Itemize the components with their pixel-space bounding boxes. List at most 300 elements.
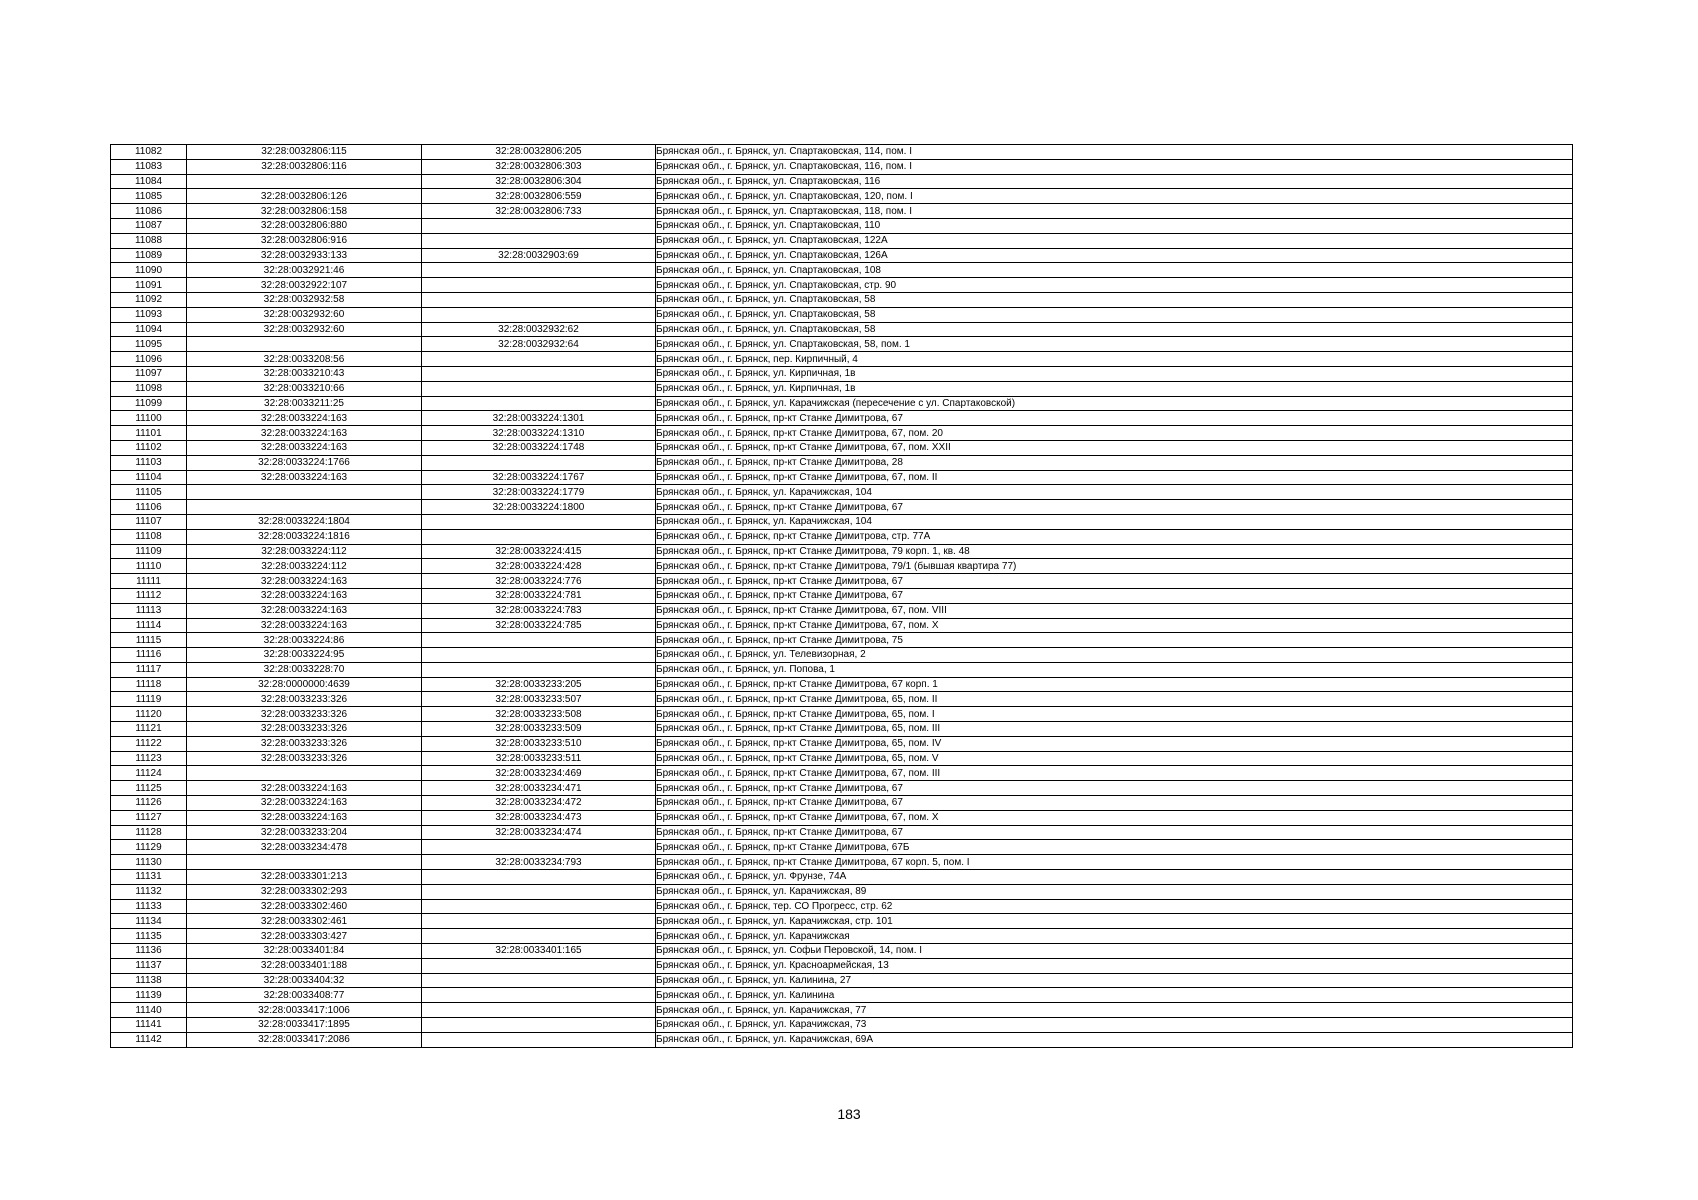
cadastral-number-cell: 32:28:0032806:126 [187,189,422,204]
address-cell: Брянская обл., г. Брянск, ул. Спартаковская, 118, пом. I [656,204,1573,219]
cadastral-number-cell: 32:28:0032806:916 [187,233,422,248]
row-number-cell: 11138 [111,973,187,988]
table-row [111,766,1573,781]
cadastral-number-cell: 32:28:0033417:2086 [187,1032,422,1047]
row-number-cell: 11088 [111,233,187,248]
cadastral-number-cell: 32:28:0033302:461 [187,914,422,929]
cadastral-number-cell: 32:28:0032806:158 [187,204,422,219]
table-row [111,559,1573,574]
object-cadastral-number-cell: 32:28:0033224:1748 [422,440,656,455]
address-cell: Брянская обл., г. Брянск, пр-кт Станке Димитрова, 67, пом. VIII [656,603,1573,618]
table-row [111,618,1573,633]
row-number-cell: 11128 [111,825,187,840]
object-cadastral-number-cell: 32:28:0032932:64 [422,337,656,352]
object-cadastral-number-cell [422,381,656,396]
address-cell: Брянская обл., г. Брянск, пр-кт Станке Димитрова, 65, пом. IV [656,736,1573,751]
table-row [111,751,1573,766]
row-number-cell: 11117 [111,662,187,677]
address-cell: Брянская обл., г. Брянск, ул. Калинина, 27 [656,973,1573,988]
address-cell: Брянская обл., г. Брянск, ул. Спартаковская, 58 [656,307,1573,322]
object-cadastral-number-cell [422,218,656,233]
cadastral-number-cell: 32:28:0033233:326 [187,736,422,751]
object-cadastral-number-cell [422,662,656,677]
cadastral-number-cell: 32:28:0032806:116 [187,159,422,174]
object-cadastral-number-cell [422,884,656,899]
row-number-cell: 11125 [111,781,187,796]
cadastral-number-cell: 32:28:0033233:326 [187,692,422,707]
object-cadastral-number-cell [422,352,656,367]
object-cadastral-number-cell: 32:28:0033233:507 [422,692,656,707]
table-body [111,145,1573,1048]
row-number-cell: 11085 [111,189,187,204]
cadastral-number-cell: 32:28:0033208:56 [187,352,422,367]
row-number-cell: 11092 [111,292,187,307]
address-cell: Брянская обл., г. Брянск, пр-кт Станке Димитрова, 67 [656,588,1573,603]
object-cadastral-number-cell: 32:28:0033233:205 [422,677,656,692]
cadastral-number-cell: 32:28:0033417:1006 [187,1003,422,1018]
row-number-cell: 11103 [111,455,187,470]
cadastral-number-cell: 32:28:0033224:163 [187,810,422,825]
table-row [111,973,1573,988]
table-row [111,485,1573,500]
address-cell: Брянская обл., г. Брянск, пр-кт Станке Димитрова, 65, пом. III [656,722,1573,737]
table-row [111,514,1573,529]
row-number-cell: 11086 [111,204,187,219]
row-number-cell: 11102 [111,440,187,455]
cadastral-number-cell: 32:28:0032921:46 [187,263,422,278]
cadastral-register-table [110,144,1573,1048]
cadastral-number-cell: 32:28:0033224:163 [187,574,422,589]
table-row [111,588,1573,603]
table-row [111,899,1573,914]
row-number-cell: 11131 [111,870,187,885]
table-row [111,470,1573,485]
cadastral-number-cell: 32:28:0033228:70 [187,662,422,677]
address-cell: Брянская обл., г. Брянск, ул. Спартаковская, 116 [656,174,1573,189]
table-row [111,958,1573,973]
address-cell: Брянская обл., г. Брянск, пр-кт Станке Димитрова, 65, пом. I [656,707,1573,722]
address-cell: Брянская обл., г. Брянск, пр-кт Станке Димитрова, 67, пом. X [656,618,1573,633]
cadastral-number-cell [187,174,422,189]
table-row [111,1032,1573,1047]
row-number-cell: 11095 [111,337,187,352]
address-cell: Брянская обл., г. Брянск, ул. Софьи Перовской, 14, пом. I [656,944,1573,959]
cadastral-number-cell: 32:28:0033302:460 [187,899,422,914]
object-cadastral-number-cell: 32:28:0033234:474 [422,825,656,840]
object-cadastral-number-cell [422,1018,656,1033]
table-row [111,988,1573,1003]
cadastral-number-cell: 32:28:0032932:60 [187,322,422,337]
row-number-cell: 11123 [111,751,187,766]
address-cell: Брянская обл., г. Брянск, ул. Телевизорная, 2 [656,648,1573,663]
object-cadastral-number-cell [422,514,656,529]
row-number-cell: 11082 [111,145,187,160]
cadastral-number-cell: 32:28:0033401:188 [187,958,422,973]
cadastral-number-cell [187,337,422,352]
object-cadastral-number-cell: 32:28:0033224:785 [422,618,656,633]
object-cadastral-number-cell [422,1003,656,1018]
object-cadastral-number-cell: 32:28:0033224:1779 [422,485,656,500]
table-row [111,870,1573,885]
address-cell: Брянская обл., г. Брянск, ул. Карачижская, 104 [656,514,1573,529]
table-row [111,648,1573,663]
object-cadastral-number-cell [422,973,656,988]
row-number-cell: 11093 [111,307,187,322]
address-cell: Брянская обл., г. Брянск, ул. Красноармейская, 13 [656,958,1573,973]
address-cell: Брянская обл., г. Брянск, пр-кт Станке Димитрова, 67 [656,500,1573,515]
address-cell: Брянская обл., г. Брянск, ул. Спартаковская, 114, пом. I [656,145,1573,160]
address-cell: Брянская обл., г. Брянск, пр-кт Станке Димитрова, 67, пом. III [656,766,1573,781]
object-cadastral-number-cell: 32:28:0033233:511 [422,751,656,766]
object-cadastral-number-cell: 32:28:0033401:165 [422,944,656,959]
object-cadastral-number-cell: 32:28:0032806:304 [422,174,656,189]
row-number-cell: 11139 [111,988,187,1003]
object-cadastral-number-cell: 32:28:0032806:303 [422,159,656,174]
cadastral-number-cell: 32:28:0033234:478 [187,840,422,855]
table-row [111,914,1573,929]
row-number-cell: 11140 [111,1003,187,1018]
address-cell: Брянская обл., г. Брянск, ул. Карачижская, 89 [656,884,1573,899]
address-cell: Брянская обл., г. Брянск, пр-кт Станке Димитрова, 67 [656,574,1573,589]
row-number-cell: 11089 [111,248,187,263]
row-number-cell: 11119 [111,692,187,707]
address-cell: Брянская обл., г. Брянск, ул. Спартаковская, 116, пом. I [656,159,1573,174]
object-cadastral-number-cell: 32:28:0032806:733 [422,204,656,219]
cadastral-number-cell: 32:28:0000000:4639 [187,677,422,692]
row-number-cell: 11110 [111,559,187,574]
object-cadastral-number-cell [422,633,656,648]
address-cell: Брянская обл., г. Брянск, пр-кт Станке Димитрова, 67, пом. II [656,470,1573,485]
address-cell: Брянская обл., г. Брянск, ул. Карачижская, 73 [656,1018,1573,1033]
address-cell: Брянская обл., г. Брянск, ул. Карачижская, 77 [656,1003,1573,1018]
object-cadastral-number-cell [422,307,656,322]
cadastral-number-cell: 32:28:0033224:112 [187,544,422,559]
address-cell: Брянская обл., г. Брянск, пр-кт Станке Димитрова, 75 [656,633,1573,648]
address-cell: Брянская обл., г. Брянск, пр-кт Станке Димитрова, 67 [656,411,1573,426]
table-row [111,218,1573,233]
address-cell: Брянская обл., г. Брянск, ул. Попова, 1 [656,662,1573,677]
table-row [111,233,1573,248]
object-cadastral-number-cell: 32:28:0032932:62 [422,322,656,337]
cadastral-number-cell: 32:28:0033224:163 [187,440,422,455]
object-cadastral-number-cell [422,455,656,470]
address-cell: Брянская обл., г. Брянск, пр-кт Станке Димитрова, 67, пом. XXII [656,440,1573,455]
address-cell: Брянская обл., г. Брянск, пр-кт Станке Димитрова, 67 корп. 5, пом. I [656,855,1573,870]
address-cell: Брянская обл., г. Брянск, пр-кт Станке Димитрова, стр. 77А [656,529,1573,544]
row-number-cell: 11129 [111,840,187,855]
row-number-cell: 11118 [111,677,187,692]
address-cell: Брянская обл., г. Брянск, пр-кт Станке Димитрова, 79 корп. 1, кв. 48 [656,544,1573,559]
object-cadastral-number-cell: 32:28:0033234:471 [422,781,656,796]
table-row [111,278,1573,293]
row-number-cell: 11116 [111,648,187,663]
table-row [111,352,1573,367]
object-cadastral-number-cell [422,529,656,544]
cadastral-number-cell: 32:28:0033224:163 [187,796,422,811]
table-row [111,840,1573,855]
cadastral-number-cell [187,855,422,870]
object-cadastral-number-cell: 32:28:0033224:1800 [422,500,656,515]
object-cadastral-number-cell [422,366,656,381]
object-cadastral-number-cell [422,914,656,929]
address-cell: Брянская обл., г. Брянск, ул. Карачижская, 69А [656,1032,1573,1047]
row-number-cell: 11105 [111,485,187,500]
object-cadastral-number-cell: 32:28:0033224:783 [422,603,656,618]
row-number-cell: 11090 [111,263,187,278]
row-number-cell: 11083 [111,159,187,174]
table-row [111,1003,1573,1018]
table-row [111,396,1573,411]
cadastral-number-cell: 32:28:0033404:32 [187,973,422,988]
object-cadastral-number-cell [422,263,656,278]
table-row [111,855,1573,870]
cadastral-number-cell [187,485,422,500]
row-number-cell: 11091 [111,278,187,293]
address-cell: Брянская обл., г. Брянск, ул. Спартаковская, 58 [656,322,1573,337]
cadastral-number-cell: 32:28:0033401:84 [187,944,422,959]
cadastral-number-cell: 32:28:0033233:204 [187,825,422,840]
table-row [111,263,1573,278]
object-cadastral-number-cell [422,292,656,307]
cadastral-number-cell: 32:28:0033301:213 [187,870,422,885]
cadastral-number-cell: 32:28:0032932:58 [187,292,422,307]
cadastral-number-cell [187,500,422,515]
row-number-cell: 11134 [111,914,187,929]
address-cell: Брянская обл., г. Брянск, ул. Спартаковская, 58, пом. 1 [656,337,1573,352]
object-cadastral-number-cell: 32:28:0033224:428 [422,559,656,574]
table-row [111,810,1573,825]
table-row [111,529,1573,544]
object-cadastral-number-cell: 32:28:0033233:508 [422,707,656,722]
address-cell: Брянская обл., г. Брянск, пр-кт Станке Димитрова, 28 [656,455,1573,470]
row-number-cell: 11113 [111,603,187,618]
address-cell: Брянская обл., г. Брянск, пр-кт Станке Димитрова, 67 корп. 1 [656,677,1573,692]
cadastral-number-cell: 32:28:0033224:163 [187,411,422,426]
address-cell: Брянская обл., г. Брянск, пр-кт Станке Димитрова, 67 [656,825,1573,840]
cadastral-number-cell: 32:28:0033224:163 [187,781,422,796]
row-number-cell: 11111 [111,574,187,589]
object-cadastral-number-cell: 32:28:0032806:559 [422,189,656,204]
address-cell: Брянская обл., г. Брянск, пр-кт Станке Димитрова, 67 [656,781,1573,796]
object-cadastral-number-cell: 32:28:0033234:473 [422,810,656,825]
table-row [111,707,1573,722]
row-number-cell: 11127 [111,810,187,825]
table-row [111,544,1573,559]
object-cadastral-number-cell: 32:28:0033224:1301 [422,411,656,426]
row-number-cell: 11126 [111,796,187,811]
address-cell: Брянская обл., г. Брянск, тер. СО Прогресс, стр. 62 [656,899,1573,914]
address-cell: Брянская обл., г. Брянск, ул. Спартаковская, 122А [656,233,1573,248]
table-row [111,440,1573,455]
cadastral-number-cell: 32:28:0033224:86 [187,633,422,648]
table-row [111,189,1573,204]
table-row [111,455,1573,470]
object-cadastral-number-cell: 32:28:0033224:415 [422,544,656,559]
table-row [111,1018,1573,1033]
object-cadastral-number-cell [422,929,656,944]
address-cell: Брянская обл., г. Брянск, пр-кт Станке Димитрова, 67 [656,796,1573,811]
cadastral-number-cell: 32:28:0033210:66 [187,381,422,396]
address-cell: Брянская обл., г. Брянск, пер. Кирпичный, 4 [656,352,1573,367]
address-cell: Брянская обл., г. Брянск, ул. Кирпичная, 1в [656,366,1573,381]
row-number-cell: 11094 [111,322,187,337]
cadastral-number-cell: 32:28:0033303:427 [187,929,422,944]
object-cadastral-number-cell: 32:28:0033234:472 [422,796,656,811]
row-number-cell: 11132 [111,884,187,899]
row-number-cell: 11135 [111,929,187,944]
object-cadastral-number-cell [422,396,656,411]
row-number-cell: 11107 [111,514,187,529]
object-cadastral-number-cell: 32:28:0033224:781 [422,588,656,603]
cadastral-number-cell [187,766,422,781]
table-row [111,574,1573,589]
address-cell: Брянская обл., г. Брянск, ул. Спартаковская, 120, пом. I [656,189,1573,204]
object-cadastral-number-cell: 32:28:0033224:1310 [422,426,656,441]
table-row [111,366,1573,381]
object-cadastral-number-cell [422,840,656,855]
table-row [111,500,1573,515]
table-row [111,722,1573,737]
object-cadastral-number-cell: 32:28:0032806:205 [422,145,656,160]
cadastral-number-cell: 32:28:0032933:133 [187,248,422,263]
cadastral-number-cell: 32:28:0033233:326 [187,722,422,737]
row-number-cell: 11120 [111,707,187,722]
address-cell: Брянская обл., г. Брянск, ул. Фрунзе, 74А [656,870,1573,885]
table-row [111,411,1573,426]
table-row [111,884,1573,899]
address-cell: Брянская обл., г. Брянск, ул. Калинина [656,988,1573,1003]
cadastral-number-cell: 32:28:0033224:112 [187,559,422,574]
object-cadastral-number-cell: 32:28:0032903:69 [422,248,656,263]
cadastral-number-cell: 32:28:0033224:163 [187,618,422,633]
table-row [111,825,1573,840]
row-number-cell: 11130 [111,855,187,870]
cadastral-number-cell: 32:28:0032932:60 [187,307,422,322]
object-cadastral-number-cell: 32:28:0033233:510 [422,736,656,751]
table-row [111,662,1573,677]
row-number-cell: 11142 [111,1032,187,1047]
object-cadastral-number-cell [422,988,656,1003]
address-cell: Брянская обл., г. Брянск, ул. Спартаковская, 110 [656,218,1573,233]
object-cadastral-number-cell: 32:28:0033233:509 [422,722,656,737]
cadastral-number-cell: 32:28:0032806:880 [187,218,422,233]
row-number-cell: 11106 [111,500,187,515]
address-cell: Брянская обл., г. Брянск, ул. Карачижская, стр. 101 [656,914,1573,929]
row-number-cell: 11087 [111,218,187,233]
cadastral-number-cell: 32:28:0033233:326 [187,707,422,722]
row-number-cell: 11098 [111,381,187,396]
object-cadastral-number-cell: 32:28:0033224:1767 [422,470,656,485]
row-number-cell: 11108 [111,529,187,544]
cadastral-number-cell: 32:28:0032806:115 [187,145,422,160]
address-cell: Брянская обл., г. Брянск, пр-кт Станке Димитрова, 67, пом. X [656,810,1573,825]
row-number-cell: 11124 [111,766,187,781]
table-row [111,337,1573,352]
row-number-cell: 11104 [111,470,187,485]
table-row [111,292,1573,307]
object-cadastral-number-cell: 32:28:0033234:469 [422,766,656,781]
object-cadastral-number-cell [422,278,656,293]
cadastral-number-cell: 32:28:0033224:163 [187,603,422,618]
page-number: 183 [837,1106,861,1122]
table-row [111,944,1573,959]
table-row [111,159,1573,174]
row-number-cell: 11115 [111,633,187,648]
table-row [111,174,1573,189]
table-row [111,736,1573,751]
address-cell: Брянская обл., г. Брянск, ул. Спартаковская, 108 [656,263,1573,278]
row-number-cell: 11099 [111,396,187,411]
row-number-cell: 11136 [111,944,187,959]
table-row [111,929,1573,944]
address-cell: Брянская обл., г. Брянск, пр-кт Станке Димитрова, 67, пом. 20 [656,426,1573,441]
cadastral-number-cell: 32:28:0033417:1895 [187,1018,422,1033]
object-cadastral-number-cell [422,233,656,248]
table-row [111,692,1573,707]
cadastral-number-cell: 32:28:0033233:326 [187,751,422,766]
table-row [111,248,1573,263]
row-number-cell: 11122 [111,736,187,751]
address-cell: Брянская обл., г. Брянск, ул. Карачижская [656,929,1573,944]
cadastral-number-cell: 32:28:0033224:1804 [187,514,422,529]
row-number-cell: 11101 [111,426,187,441]
address-cell: Брянская обл., г. Брянск, ул. Спартаковская, 126А [656,248,1573,263]
row-number-cell: 11141 [111,1018,187,1033]
table-row [111,633,1573,648]
table-row [111,307,1573,322]
row-number-cell: 11084 [111,174,187,189]
row-number-cell: 11100 [111,411,187,426]
address-cell: Брянская обл., г. Брянск, пр-кт Станке Димитрова, 79/1 (бывшая квартира 77) [656,559,1573,574]
cadastral-number-cell: 32:28:0033210:43 [187,366,422,381]
address-cell: Брянская обл., г. Брянск, ул. Карачижская, 104 [656,485,1573,500]
cadastral-number-cell: 32:28:0033224:1766 [187,455,422,470]
object-cadastral-number-cell: 32:28:0033224:776 [422,574,656,589]
object-cadastral-number-cell [422,899,656,914]
table-row [111,204,1573,219]
object-cadastral-number-cell [422,648,656,663]
cadastral-number-cell: 32:28:0033224:163 [187,588,422,603]
table-row [111,145,1573,160]
row-number-cell: 11114 [111,618,187,633]
cadastral-number-cell: 32:28:0032922:107 [187,278,422,293]
cadastral-number-cell: 32:28:0033224:1816 [187,529,422,544]
table-row [111,796,1573,811]
row-number-cell: 11137 [111,958,187,973]
object-cadastral-number-cell [422,1032,656,1047]
table-row [111,322,1573,337]
row-number-cell: 11109 [111,544,187,559]
address-cell: Брянская обл., г. Брянск, пр-кт Станке Димитрова, 65, пом. II [656,692,1573,707]
address-cell: Брянская обл., г. Брянск, пр-кт Станке Димитрова, 65, пом. V [656,751,1573,766]
address-cell: Брянская обл., г. Брянск, пр-кт Станке Димитрова, 67Б [656,840,1573,855]
address-cell: Брянская обл., г. Брянск, ул. Кирпичная, 1в [656,381,1573,396]
cadastral-number-cell: 32:28:0033408:77 [187,988,422,1003]
address-cell: Брянская обл., г. Брянск, ул. Карачижская (пересечение с ул. Спартаковской) [656,396,1573,411]
address-cell: Брянская обл., г. Брянск, ул. Спартаковская, стр. 90 [656,278,1573,293]
table-row [111,426,1573,441]
row-number-cell: 11097 [111,366,187,381]
table-row [111,781,1573,796]
row-number-cell: 11121 [111,722,187,737]
cadastral-number-cell: 32:28:0033224:95 [187,648,422,663]
object-cadastral-number-cell: 32:28:0033234:793 [422,855,656,870]
object-cadastral-number-cell [422,870,656,885]
object-cadastral-number-cell [422,958,656,973]
table-row [111,677,1573,692]
row-number-cell: 11096 [111,352,187,367]
table-row [111,381,1573,396]
